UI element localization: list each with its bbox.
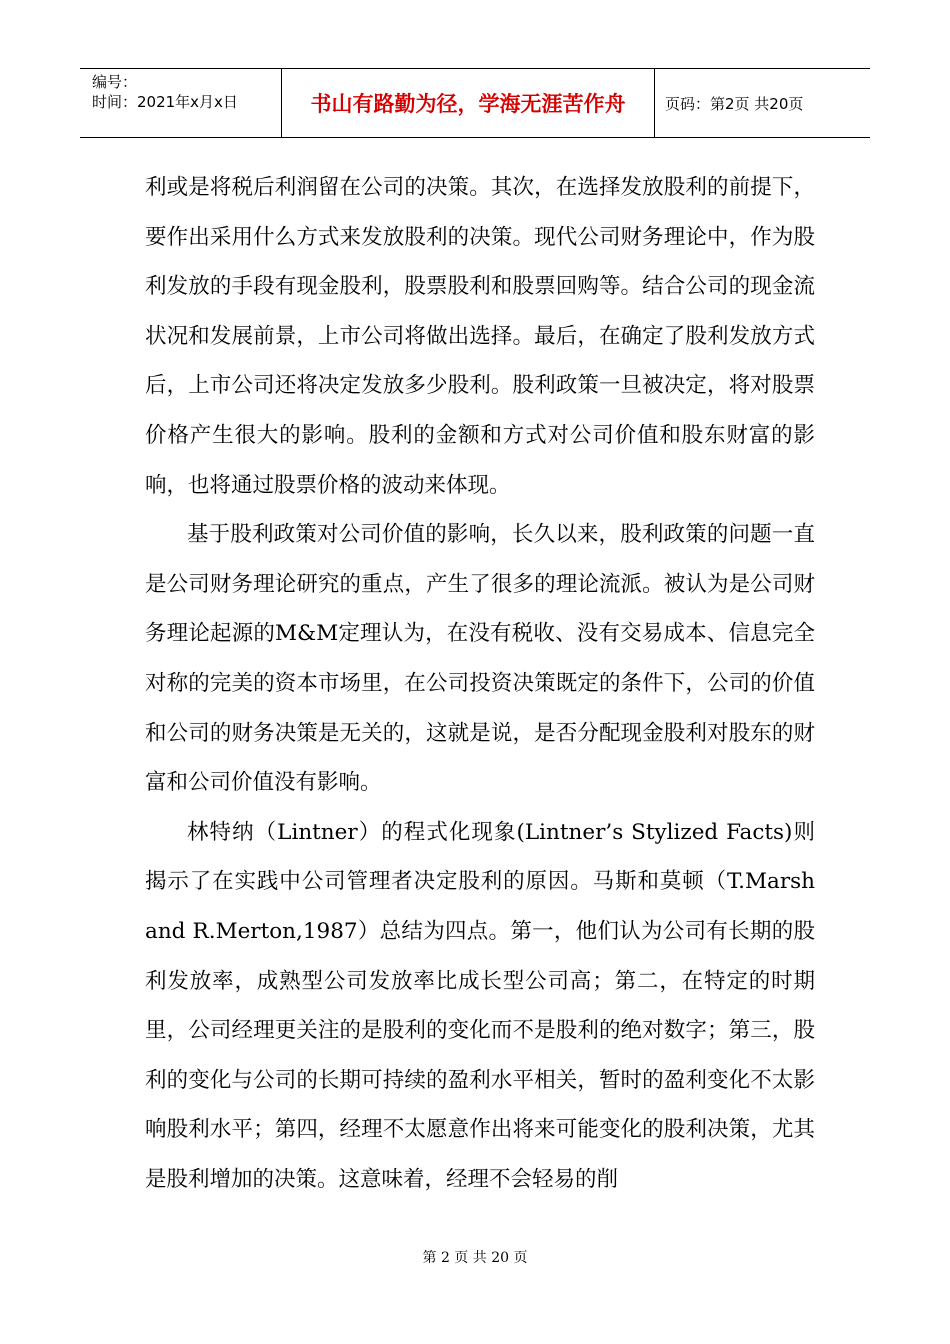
footer-page-label: 第 2 页 共 20 页 — [422, 1250, 528, 1266]
page-footer — [0, 1247, 950, 1267]
paragraph-1: 利或是将税后利润留在公司的决策。其次，在选择发放股利的前提下，要作出采用什么方式来发放股利的决策。现代公司财务理论中，作为股利发放的手段有现金股利，股票股利和股票回购等。结合公司的现金流状况和发展前景，上市公司将做出选择。最后，在确定了股利发放方式后，上市公司还将决定发放多少股利。股利政策一旦被决定，将对股票价格产生很大的影响。股利的金额和方式对公司价值和股东财富的影响，也将通过股票价格的波动来体现。 — [145, 175, 815, 498]
time-label: 时间：2021年x月x日 — [92, 93, 238, 111]
motto-cell — [282, 69, 655, 137]
paragraph-2: 基于股利政策对公司价值的影响，长久以来，股利政策的问题一直是公司财务理论研究的重点，产生了很多的理论流派。被认为是公司财务理论起源的M&M定理认为，在没有税收、没有交易成本、信息完全对称的完美的资本市场里，在公司投资决策既定的条件下，公司的价值和公司的财务决策是无关的，这就是说，是否分配现金股利对股东的财富和公司价值没有影响。 — [145, 522, 815, 796]
number-label: 编号： — [92, 73, 138, 91]
paragraph-3: 林特纳（Lintner）的程式化现象(Lintner’s Stylized Facts)则揭示了在实践中公司管理者决定股利的原因。马斯和莫顿（T.Marsh and R.Merton,1987）总结为四点。第一，他们认为公司有长期的股利发放率，成熟型公司发放率比成长型公司高；第二，在特定的时期里，公司经理更关注的是股利的变化而不是股利的绝对数字；第三，股利的变化与公司的长期可持续的盈利水平相关，暂时的盈利变化不太影响股利水平；第四，经理不太愿意作出将来可能变化的股利决策，尤其是股利增加的决策。这意味着，经理不会轻易的削 — [145, 819, 815, 1192]
page-info-text: 页码：第2页 共20页 — [665, 94, 804, 113]
header-table — [80, 68, 870, 138]
motto-text: 书山有路勤为径，学海无涯苦作舟 — [310, 92, 626, 116]
header-meta-cell — [80, 69, 282, 137]
document-body — [145, 163, 815, 1204]
page-info-cell — [655, 69, 870, 137]
